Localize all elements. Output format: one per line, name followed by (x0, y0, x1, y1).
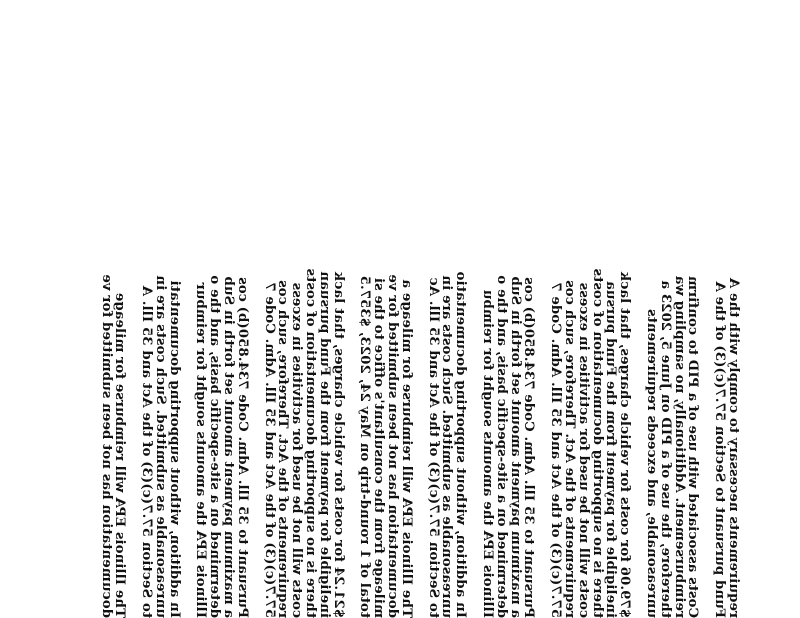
text-line: Fund pursuant to Section 57.7(c)(3) of the A (712, 281, 728, 618)
paragraph (712, 178, 740, 618)
paragraph (194, 178, 249, 618)
text-line: a maximum payment amount set forth in Sub (221, 276, 237, 618)
text-line: In addition, without supporting documentatio (453, 271, 469, 618)
text-line: Illinois EPA the amounts sought for reimbur (193, 282, 209, 618)
text-line: Pursuant to 35 Ill. Adm. Code 734.850(b) cos (234, 277, 250, 618)
paragraph (139, 178, 180, 618)
text-line: documentation has not been submitted for ve (98, 274, 114, 618)
text-line: requirements of the Act. Therefore, such cos (562, 280, 578, 618)
text-line: $21.24 for costs for vehicle charges, that lack (330, 271, 346, 618)
text-line: unreasonable as submitted. Such costs are in (152, 275, 168, 618)
text-line: costs will not be used for activities in excess (289, 282, 305, 618)
text-line: Pursuant to 35 Ill. Adm. Code 734.850(b) cos (521, 277, 537, 618)
text-line: ineligible for payment from the Fund pursuan (316, 271, 332, 618)
paragraph (99, 178, 127, 618)
text-line: reimbursement. Additionally, no sampling wa (671, 275, 687, 618)
text-line: therefore, the use of a PID on June 5, 2023 a (657, 280, 673, 618)
text-line: unreasonable, and exceeds requirements (644, 308, 660, 618)
paragraph (644, 178, 699, 618)
text-line: requirements necessary to comply with the A (726, 277, 741, 618)
text-line: 57.7(c)(3) of the Act and 35 Ill. Adm. Code 7 (261, 282, 277, 618)
paragraph (426, 178, 467, 618)
text-line: total of 1 round-trip on May 24, 2023, $357.5 (357, 275, 373, 618)
text-line: costs will not be used for activities in excess (575, 282, 591, 618)
text-line: ineligible for payment from the Fund pursua (603, 280, 619, 618)
paragraph (480, 178, 535, 618)
text-line: determined on a site-specific basis, and the o (207, 275, 223, 618)
paragraph (358, 178, 413, 618)
text-line: documentation has not been submitted for ve (385, 274, 401, 618)
paragraph (262, 178, 345, 618)
text-line: Illinois EPA the amounts sought for reimbu (480, 289, 496, 618)
text-line: $79.06 for costs for vehicle charges, that lack (617, 271, 633, 618)
text-line: 57.7(c)(3) of the Act and 35 Ill. Adm. Code 7 (548, 282, 564, 618)
text-line: The Illinois EPA will reimburse for mileage a (398, 279, 414, 618)
text-line: there is no supporting documentation of costs (589, 268, 605, 618)
text-line: requirements of the Act. Therefore, such cos (275, 280, 291, 618)
paragraph (548, 178, 631, 618)
text-line: The Illinois EPA will reimburse for mileage (112, 292, 128, 618)
document-body (86, 178, 740, 618)
text-line: unreasonable as submitted. Such costs are in (439, 275, 455, 618)
text-line: a maximum payment amount set forth in Sub (507, 276, 523, 618)
text-line: to Section 57.7(c)(3) of the Act and 35 Ill. Ac (425, 277, 441, 618)
text-line: determined on a site-specific basis, and the o (493, 275, 509, 618)
text-line: to Section 57.7(c)(3) of the Act and 35 Ill. A (139, 285, 155, 618)
text-line: mileage from the consultant's office to the si (371, 277, 387, 618)
text-line: In addition, without supporting documentati (166, 280, 182, 618)
text-line: there is no supporting documentation of costs (303, 268, 319, 618)
text-line: Costs associated with use of a PID to confirm (685, 275, 701, 618)
